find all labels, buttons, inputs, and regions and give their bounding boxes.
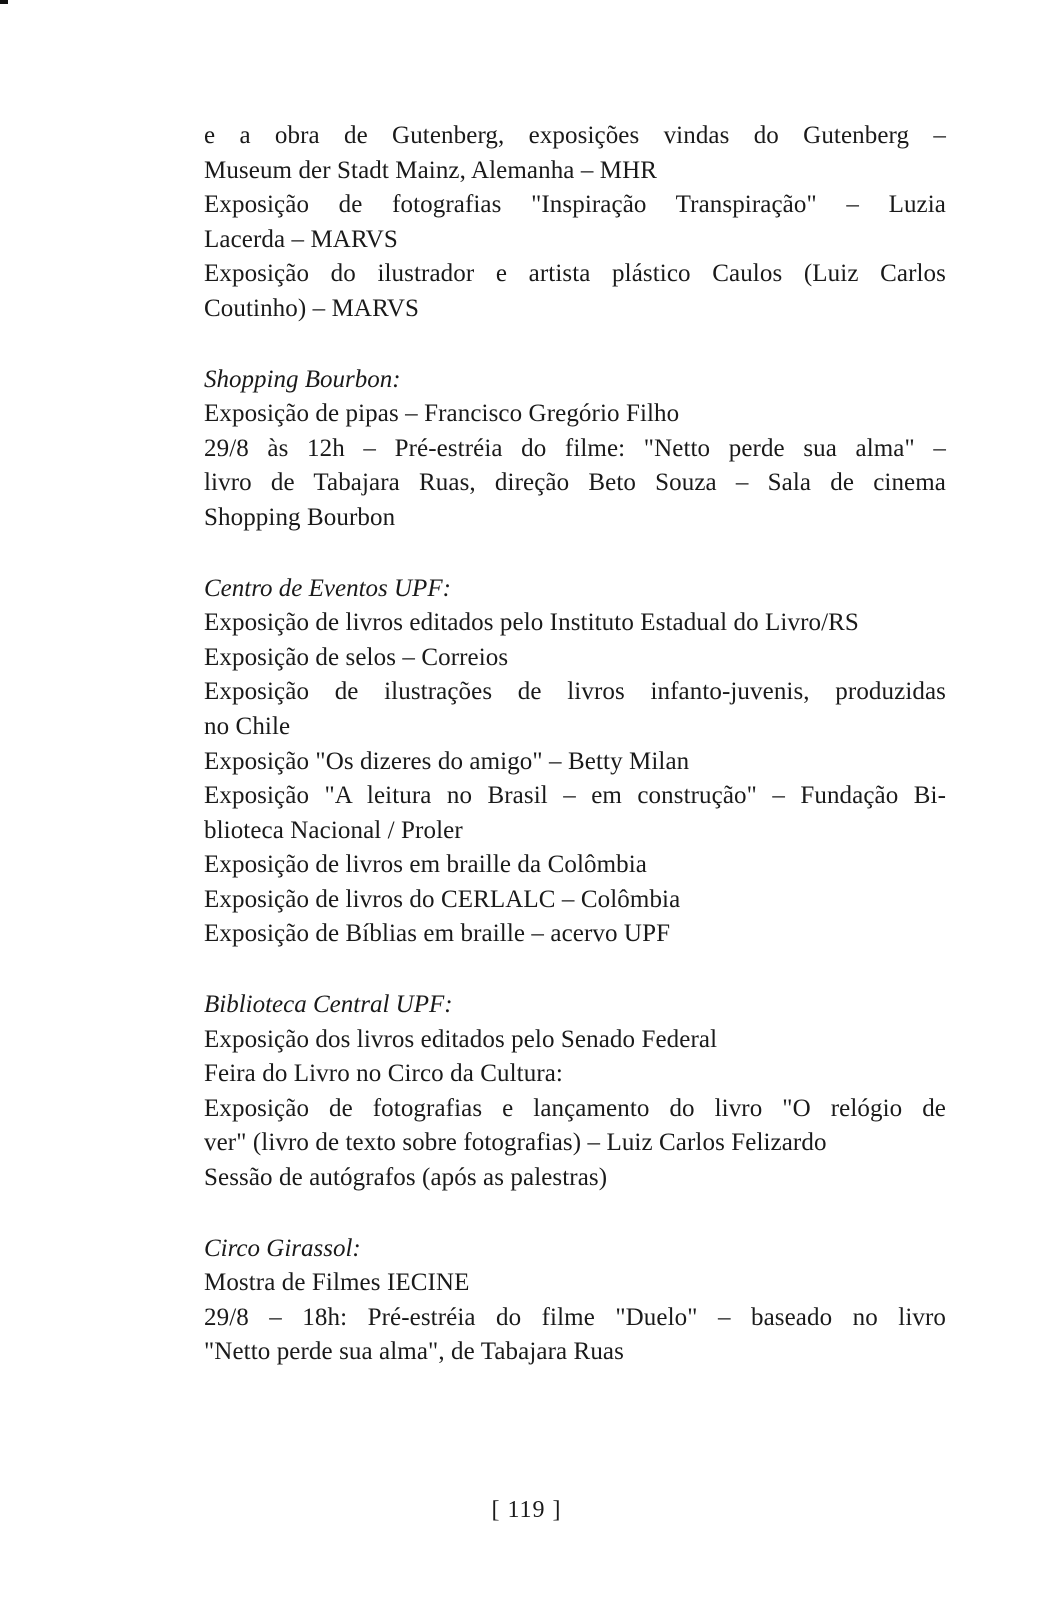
scan-corner-mark: [0, 0, 8, 4]
body-line: Exposição de livros do CERLALC – Colômbia: [204, 885, 681, 913]
body-line: e a obra de Gutenberg, exposições vindas do Gutenberg –: [204, 122, 946, 149]
section-heading: Centro de Eventos UPF:: [204, 574, 451, 602]
body-line: Exposição de ilustrações de livros infanto-juvenis, produzidas: [204, 678, 946, 706]
intro-block: [204, 119, 946, 327]
body-line: Exposição "Os dizeres do amigo" – Betty Milan: [204, 747, 690, 775]
body-line: Exposição de livros editados pelo Instituto Estadual do Livro/RS: [204, 609, 859, 637]
section-circo-girassol: [204, 1232, 946, 1370]
body-line: Coutinho) – MARVS: [204, 294, 420, 322]
body-line: Exposição dos livros editados pelo Senado Federal: [204, 1025, 718, 1053]
section-heading: Circo Girassol:: [204, 1234, 361, 1262]
section-biblioteca-central: [204, 988, 946, 1196]
body-line: Exposição "A leitura no Brasil – em construção" – Fundação Bi-: [204, 782, 946, 810]
body-line: Mostra de Filmes IECINE: [204, 1269, 470, 1297]
page-body: [204, 119, 946, 1370]
body-line: ver" (livro de texto sobre fotografias) – Luiz Carlos Felizardo: [204, 1129, 827, 1157]
section-centro-de-eventos: [204, 572, 946, 953]
body-line: Feira do Livro no Circo da Cultura:: [204, 1060, 563, 1088]
section-shopping-bourbon: [204, 363, 946, 536]
body-line: 29/8 às 12h – Pré-estréia do filme: "Netto perde sua alma" –: [204, 434, 946, 462]
body-line: Exposição de selos – Correios: [204, 643, 509, 671]
section-heading: Biblioteca Central UPF:: [204, 991, 453, 1019]
body-line: Lacerda – MARVS: [204, 225, 398, 253]
body-line: Exposição de fotografias e lançamento do livro "O relógio de: [204, 1094, 946, 1122]
page-number: [ 119 ]: [491, 1497, 562, 1523]
body-line: Sessão de autógrafos (após as palestras): [204, 1164, 608, 1192]
body-line: Exposição de fotografias "Inspiração Transpiração" – Luzia: [204, 191, 946, 219]
body-line: no Chile: [204, 712, 291, 740]
body-line: livro de Tabajara Ruas, direção Beto Souza – Sala de cinema: [204, 469, 946, 497]
body-line: blioteca Nacional / Proler: [204, 816, 463, 844]
body-line: "Netto perde sua alma", de Tabajara Ruas: [204, 1338, 624, 1366]
body-line: Exposição do ilustrador e artista plástico Caulos (Luiz Carlos: [204, 260, 946, 288]
section-heading: Shopping Bourbon:: [204, 365, 401, 393]
body-line: Shopping Bourbon: [204, 503, 396, 531]
body-line: Exposição de Bíblias em braille – acervo UPF: [204, 920, 671, 948]
body-line: Exposição de livros em braille da Colômbia: [204, 851, 647, 879]
body-line: 29/8 – 18h: Pré-estréia do filme "Duelo" – baseado no livro: [204, 1303, 946, 1331]
body-line: Museum der Stadt Mainz, Alemanha – MHR: [204, 156, 658, 184]
body-line: Exposição de pipas – Francisco Gregório Filho: [204, 400, 680, 428]
